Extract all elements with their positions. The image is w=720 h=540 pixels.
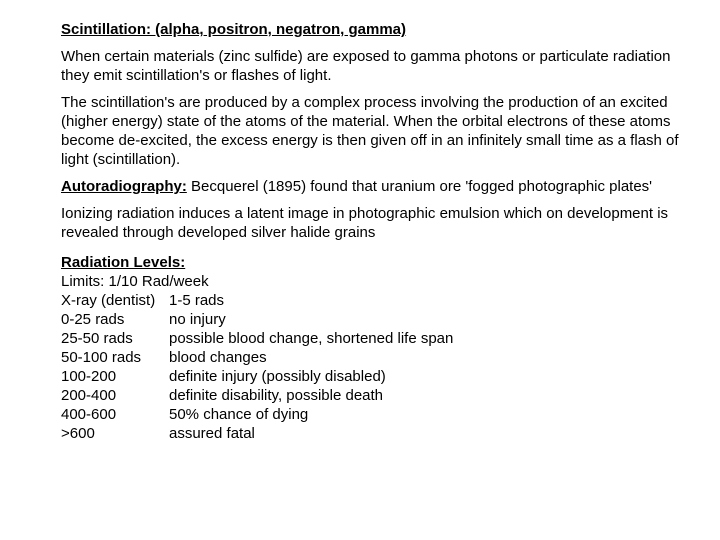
slide-content <box>61 20 701 443</box>
level-row <box>61 386 701 405</box>
level-range: X-ray (dentist) <box>61 292 156 309</box>
level-effect: definite injury (possibly disabled) <box>169 368 386 385</box>
level-effect: blood changes <box>169 349 267 366</box>
level-row <box>61 291 701 310</box>
level-range: 400-600 <box>61 406 117 423</box>
level-range: 200-400 <box>61 387 117 404</box>
level-effect: assured fatal <box>169 425 255 442</box>
level-effect: 50% chance of dying <box>169 406 309 423</box>
autoradiography-text: Becquerel (1895) found that uranium ore 'fogged photographic plates' <box>186 178 653 195</box>
page-title: Scintillation: (alpha, positron, negatron, gamma) <box>61 21 407 38</box>
paragraph-scintillation-process: The scintillation's are produced by a complex process involving the production of an excited (higher energy) state of the atoms of the material. When the orbital electrons of these atoms become de-excited, the excess energy is then given off in an infinitely small time as a flash of light (scintillation). <box>61 94 679 168</box>
paragraph-ionizing-radiation: Ionizing radiation induces a latent image in photographic emulsion which on development is revealed through developed silver halide grains <box>61 205 669 241</box>
radiation-limits: Limits: 1/10 Rad/week <box>61 273 209 290</box>
level-row <box>61 348 701 367</box>
level-range: 100-200 <box>61 368 117 385</box>
level-effect: 1-5 rads <box>169 292 225 309</box>
paragraph-autoradiography <box>61 177 701 196</box>
level-effect: no injury <box>169 311 226 328</box>
level-range: 0-25 rads <box>61 311 125 328</box>
level-range: 25-50 rads <box>61 330 133 347</box>
level-row <box>61 405 701 424</box>
level-row <box>61 329 701 348</box>
level-range: 50-100 rads <box>61 349 142 366</box>
level-effect: definite disability, possible death <box>169 387 384 404</box>
level-effect: possible blood change, shortened life span <box>169 330 454 347</box>
level-row <box>61 367 701 386</box>
paragraph-scintillation-intro: When certain materials (zinc sulfide) are exposed to gamma photons or particulate radiation they emit scintillation's or flashes of light. <box>61 48 671 84</box>
radiation-levels-section <box>61 253 701 443</box>
level-range: >600 <box>61 425 95 442</box>
level-row <box>61 424 701 443</box>
level-row <box>61 310 701 329</box>
autoradiography-heading: Autoradiography: <box>61 178 187 195</box>
radiation-levels-heading: Radiation Levels: <box>61 254 186 271</box>
